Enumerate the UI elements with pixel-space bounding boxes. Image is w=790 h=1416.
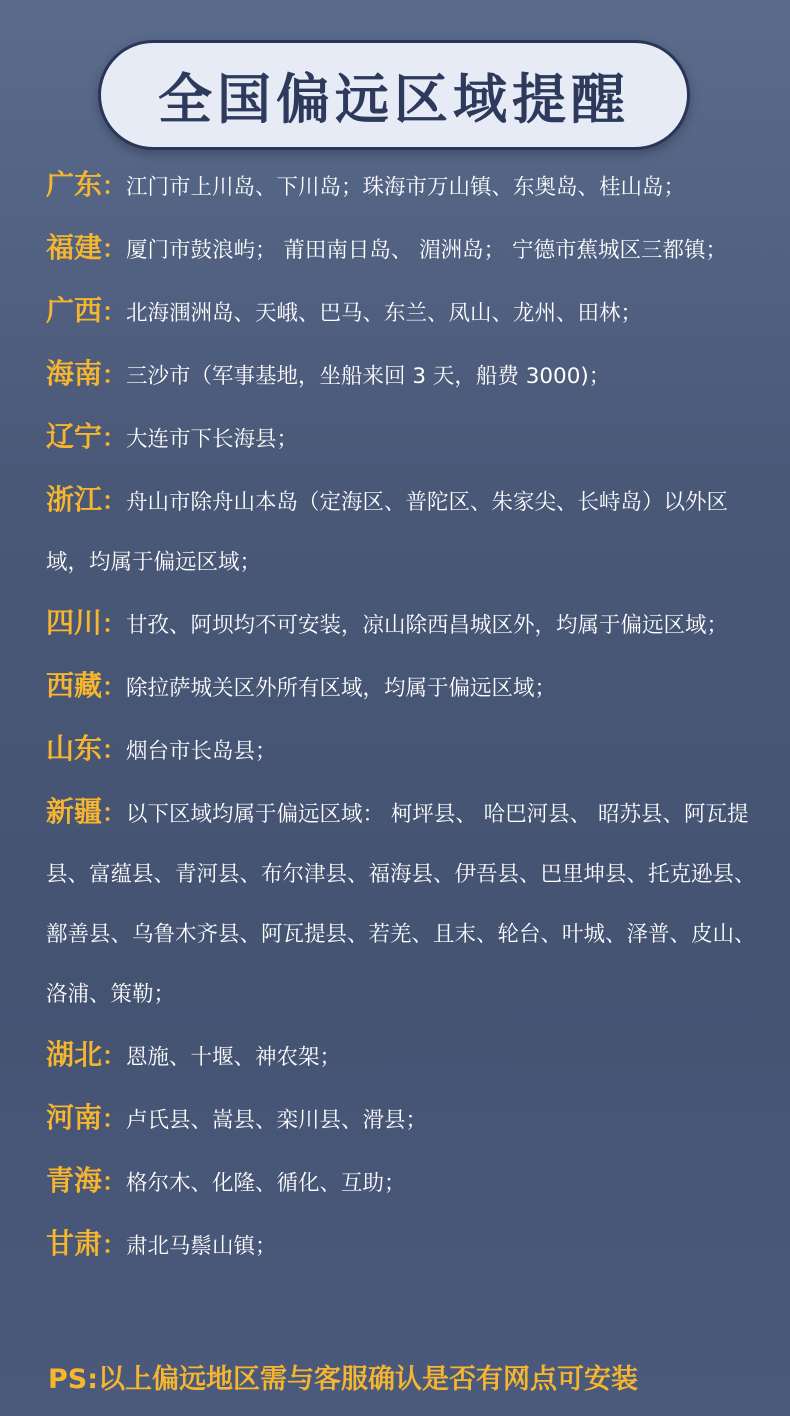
region-name: 福建 <box>46 231 103 264</box>
list-item-henan <box>46 1088 758 1151</box>
list-item-hainan <box>46 344 758 407</box>
list-item-gansu <box>46 1214 758 1277</box>
list-item-zhejiang <box>46 470 758 593</box>
region-detail: 烟台市长岛县； <box>126 739 277 764</box>
region-name: 山东 <box>46 732 103 765</box>
region-colon: ： <box>102 487 127 515</box>
list-item-qinghai <box>46 1151 758 1214</box>
region-detail: 北海涠洲岛、天峨、巴马、东兰、凤山、龙州、田林； <box>126 301 643 326</box>
region-detail: 卢氏县、嵩县、栾川县、滑县； <box>126 1108 428 1133</box>
list-item-liaoning <box>46 407 758 470</box>
region-colon: ： <box>102 298 127 326</box>
region-name: 甘肃 <box>46 1227 103 1260</box>
region-name: 新疆 <box>46 795 103 828</box>
region-colon: ： <box>102 1168 127 1196</box>
region-detail: 江门市上川岛、下川岛；珠海市万山镇、东奥岛、桂山岛； <box>126 175 686 200</box>
list-item-guangdong <box>46 155 758 218</box>
region-colon: ： <box>102 1231 127 1259</box>
list-item-guangxi <box>46 281 758 344</box>
list-item-xinjiang <box>46 782 758 1025</box>
region-name: 青海 <box>46 1164 103 1197</box>
region-detail: 甘孜、阿坝均不可安装，凉山除西昌城区外，均属于偏远区域； <box>126 613 729 638</box>
region-detail: 大连市下长海县； <box>126 427 299 452</box>
region-colon: ： <box>102 424 127 452</box>
list-item-fujian <box>46 218 758 281</box>
list-item-xizang <box>46 656 758 719</box>
region-colon: ： <box>102 1105 127 1133</box>
region-list <box>46 155 758 1277</box>
region-colon: ： <box>102 610 127 638</box>
page-title: 全国偏远区域提醒 <box>158 67 630 131</box>
region-colon: ： <box>102 799 127 827</box>
region-colon: ： <box>102 673 127 701</box>
region-detail: 三沙市（军事基地，坐船来回 3 天，船费 3000)； <box>126 364 611 389</box>
list-item-shandong <box>46 719 758 782</box>
region-colon: ： <box>102 235 127 263</box>
region-name: 河南 <box>46 1101 103 1134</box>
region-name: 四川 <box>46 606 103 639</box>
region-colon: ： <box>102 1042 127 1070</box>
ps-note: PS:以上偏远地区需与客服确认是否有网点可安装 <box>48 1364 639 1395</box>
region-name: 浙江 <box>46 483 103 516</box>
region-name: 湖北 <box>46 1038 103 1071</box>
region-detail: 厦门市鼓浪屿； 莆田南日岛、 湄洲岛； 宁德市蕉城区三都镇； <box>126 238 728 263</box>
list-item-hubei <box>46 1025 758 1088</box>
region-name: 海南 <box>46 357 103 390</box>
region-colon: ： <box>102 736 127 764</box>
region-name: 广西 <box>46 294 103 327</box>
region-detail: 肃北马鬃山镇； <box>126 1234 277 1259</box>
region-detail: 舟山市除舟山本岛（定海区、普陀区、朱家尖、长峙岛）以外区域，均属于偏远区域； <box>46 490 729 575</box>
region-colon: ： <box>102 172 127 200</box>
region-detail: 除拉萨城关区外所有区域，均属于偏远区域； <box>126 676 557 701</box>
region-detail: 格尔木、化隆、循化、互助； <box>126 1171 406 1196</box>
region-name: 西藏 <box>46 669 103 702</box>
region-detail: 恩施、十堰、神农架； <box>126 1045 342 1070</box>
title-banner <box>98 40 690 150</box>
region-colon: ： <box>102 361 127 389</box>
list-item-sichuan <box>46 593 758 656</box>
region-name: 广东 <box>46 168 103 201</box>
region-name: 辽宁 <box>46 420 103 453</box>
region-detail: 以下区域均属于偏远区域： 柯坪县、 哈巴河县、 昭苏县、阿瓦提县、富蕴县、青河县、布尔津县、福海县、伊吾县、巴里坤县、托克逊县、鄯善县、乌鲁木齐县、阿瓦提县、若羌、且末、轮台、叶城、泽普、皮山、洛浦、策勒； <box>46 802 756 1007</box>
